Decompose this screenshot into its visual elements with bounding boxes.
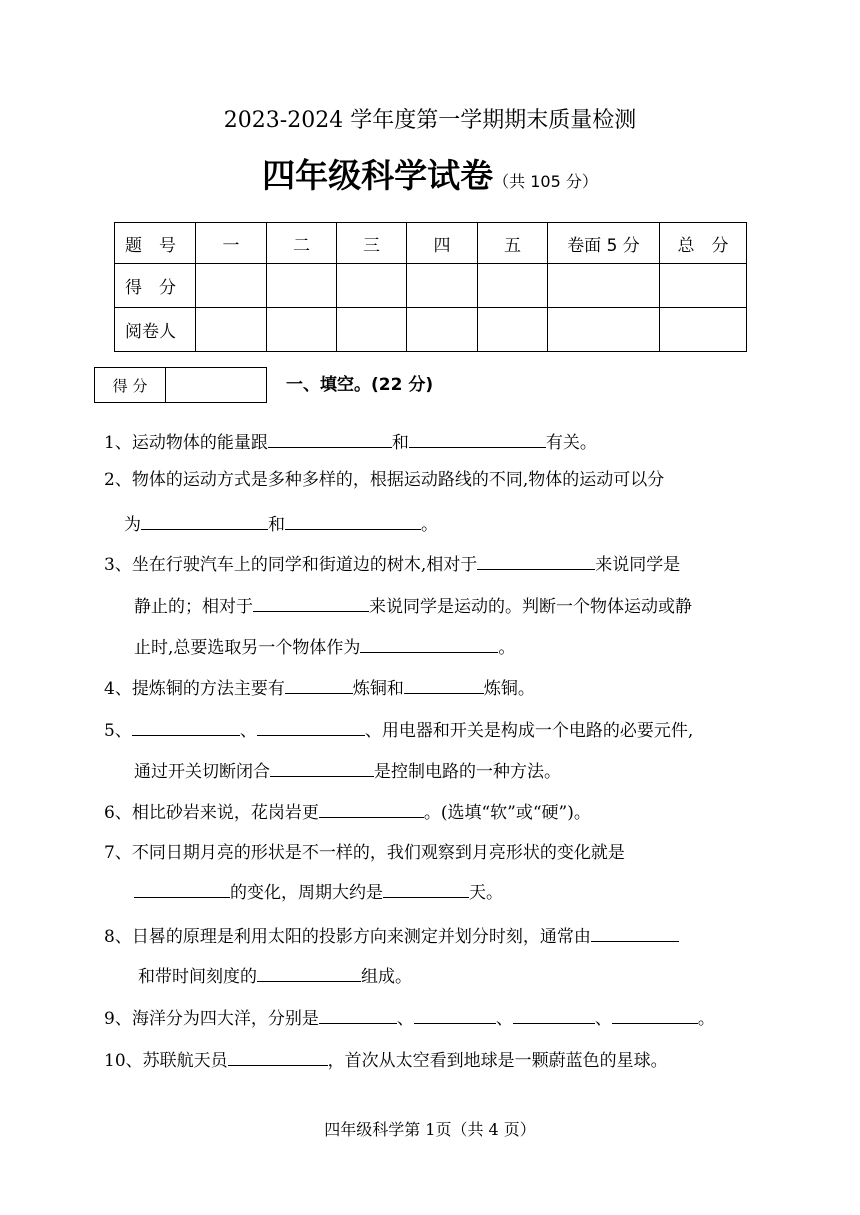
score-cell[interactable] xyxy=(660,264,747,308)
grader-row xyxy=(115,308,747,352)
score-cell[interactable] xyxy=(337,264,407,308)
answer-blank[interactable] xyxy=(591,924,679,942)
question-8-line-2 xyxy=(138,964,412,989)
answer-blank[interactable] xyxy=(319,1006,397,1024)
question-number: 10、 xyxy=(104,1051,143,1071)
answer-blank[interactable] xyxy=(285,676,353,694)
question-number: 7、 xyxy=(104,843,132,863)
question-text: 止时,总要选取另一个物体作为 xyxy=(134,638,361,658)
question-text: 通过开关切断闭合 xyxy=(134,762,270,782)
question-2-line-2 xyxy=(124,512,438,537)
col-header: 三 xyxy=(337,223,407,264)
question-number: 8、 xyxy=(104,927,132,947)
exam-subtitle: 2023-2024 学年度第一学期期末质量检测 xyxy=(223,108,637,133)
question-text: 运动物体的能量跟 xyxy=(131,433,268,453)
answer-blank[interactable] xyxy=(132,718,240,736)
question-7 xyxy=(104,841,625,865)
col-header: 一 xyxy=(196,223,267,264)
question-number: 4、 xyxy=(104,679,132,699)
answer-blank[interactable] xyxy=(409,430,546,448)
question-text: 。 xyxy=(498,638,516,658)
answer-blank[interactable] xyxy=(414,1006,496,1024)
answer-blank[interactable] xyxy=(612,1006,698,1024)
question-9 xyxy=(104,1006,715,1031)
question-text: 炼铜和 xyxy=(352,679,404,699)
question-text: 为 xyxy=(124,515,141,535)
question-number: 6、 xyxy=(104,803,132,823)
question-text: 日晷的原理是利用太阳的投影方向来测定并划分时刻，通常由 xyxy=(131,927,591,947)
score-cell[interactable] xyxy=(548,264,660,308)
col-header: 四 xyxy=(407,223,478,264)
question-3-line-2 xyxy=(134,594,692,619)
answer-blank[interactable] xyxy=(141,512,268,530)
question-text: 天。 xyxy=(469,883,503,903)
answer-blank[interactable] xyxy=(404,676,484,694)
question-text: 有关。 xyxy=(545,433,597,453)
question-3-line-3 xyxy=(134,635,515,660)
question-text: 、 xyxy=(239,721,257,741)
answer-blank[interactable] xyxy=(270,759,374,777)
section-score-label: 得 分 xyxy=(95,368,166,402)
question-2 xyxy=(104,468,664,492)
question-number: 5、 xyxy=(104,721,132,741)
question-text: 的变化，周期大约是 xyxy=(230,883,383,903)
answer-blank[interactable] xyxy=(257,964,361,982)
score-row xyxy=(115,264,747,308)
page-footer: 四年级科学第 1页（共 4 页） xyxy=(324,1120,536,1139)
answer-blank[interactable] xyxy=(383,880,469,898)
grader-cell[interactable] xyxy=(407,308,478,352)
question-text: 和 xyxy=(391,433,409,453)
answer-blank[interactable] xyxy=(360,635,498,653)
answer-blank[interactable] xyxy=(228,1048,328,1066)
question-6 xyxy=(104,800,591,825)
question-text: 、 xyxy=(396,1009,414,1029)
col-header: 卷面 5 分 xyxy=(548,223,660,264)
question-text: 相比砂岩来说，花岗岩更 xyxy=(131,803,319,823)
grader-cell[interactable] xyxy=(267,308,337,352)
question-8 xyxy=(104,924,679,949)
question-3 xyxy=(104,552,680,577)
question-text: 、用电器和开关是构成一个电路的必要元件, xyxy=(364,721,694,741)
grader-cell[interactable] xyxy=(196,308,267,352)
question-text: ，首次从太空看到地球是一颗蔚蓝色的星球。 xyxy=(327,1051,668,1071)
col-header: 题 号 xyxy=(115,223,196,264)
question-text: 物体的运动方式是多种多样的，根据运动路线的不同,物体的运动可以分 xyxy=(131,470,665,490)
answer-blank[interactable] xyxy=(257,718,365,736)
question-5 xyxy=(104,718,693,743)
question-7-line-2 xyxy=(134,880,503,905)
question-number: 9、 xyxy=(104,1009,132,1029)
answer-blank[interactable] xyxy=(268,430,392,448)
row-label: 得 分 xyxy=(115,264,196,308)
score-cell[interactable] xyxy=(196,264,267,308)
question-number: 2、 xyxy=(104,470,132,490)
answer-blank[interactable] xyxy=(513,1006,595,1024)
question-text: 苏联航天员 xyxy=(142,1051,228,1071)
answer-blank[interactable] xyxy=(285,512,421,530)
question-text: 是控制电路的一种方法。 xyxy=(374,762,561,782)
question-text: 炼铜。 xyxy=(483,679,535,699)
question-text: 不同日期月亮的形状是不一样的，我们观察到月亮形状的变化就是 xyxy=(131,843,625,863)
question-text: 海洋分为四大洋，分别是 xyxy=(131,1009,319,1029)
grader-cell[interactable] xyxy=(660,308,747,352)
score-cell[interactable] xyxy=(478,264,548,308)
question-text: 。(选填“软”或“硬”)。 xyxy=(423,803,591,823)
exam-title-row xyxy=(0,150,860,197)
score-table-header-row xyxy=(115,223,747,264)
col-header: 二 xyxy=(267,223,337,264)
question-text: 。 xyxy=(697,1009,715,1029)
question-text: 、 xyxy=(594,1009,612,1029)
exam-title: 四年级科学试卷 xyxy=(262,156,494,195)
question-text: 坐在行驶汽车上的同学和街道边的树木,相对于 xyxy=(131,555,478,575)
question-number: 3、 xyxy=(104,555,132,575)
question-text: 静止的；相对于 xyxy=(134,597,253,617)
question-text: 来说同学是 xyxy=(595,555,681,575)
section-score-box xyxy=(94,367,267,403)
section-score-field[interactable] xyxy=(166,368,266,402)
question-text: 。 xyxy=(421,515,438,535)
col-header: 总 分 xyxy=(660,223,747,264)
question-1 xyxy=(104,430,597,455)
question-5-line-2 xyxy=(134,759,561,784)
question-text: 和带时间刻度的 xyxy=(138,967,257,987)
answer-blank[interactable] xyxy=(253,594,369,612)
grader-cell[interactable] xyxy=(337,308,407,352)
question-text: 、 xyxy=(495,1009,513,1029)
row-label: 阅卷人 xyxy=(115,308,196,352)
question-4 xyxy=(104,676,535,701)
score-table xyxy=(114,222,747,352)
col-header: 五 xyxy=(478,223,548,264)
score-cell[interactable] xyxy=(407,264,478,308)
answer-blank[interactable] xyxy=(134,880,230,898)
question-10 xyxy=(104,1048,668,1073)
question-text: 提炼铜的方法主要有 xyxy=(131,679,285,699)
question-text: 来说同学是运动的。判断一个物体运动或静 xyxy=(369,597,692,617)
question-text: 组成。 xyxy=(361,967,412,987)
answer-blank[interactable] xyxy=(319,800,424,818)
grader-cell[interactable] xyxy=(478,308,548,352)
score-cell[interactable] xyxy=(267,264,337,308)
grader-cell[interactable] xyxy=(548,308,660,352)
question-text: 和 xyxy=(268,515,285,535)
exam-total-score-note: （共 105 分） xyxy=(493,172,598,191)
answer-blank[interactable] xyxy=(477,552,595,570)
question-number: 1、 xyxy=(104,433,132,453)
section-heading: 一、填空。(22 分) xyxy=(286,375,434,395)
